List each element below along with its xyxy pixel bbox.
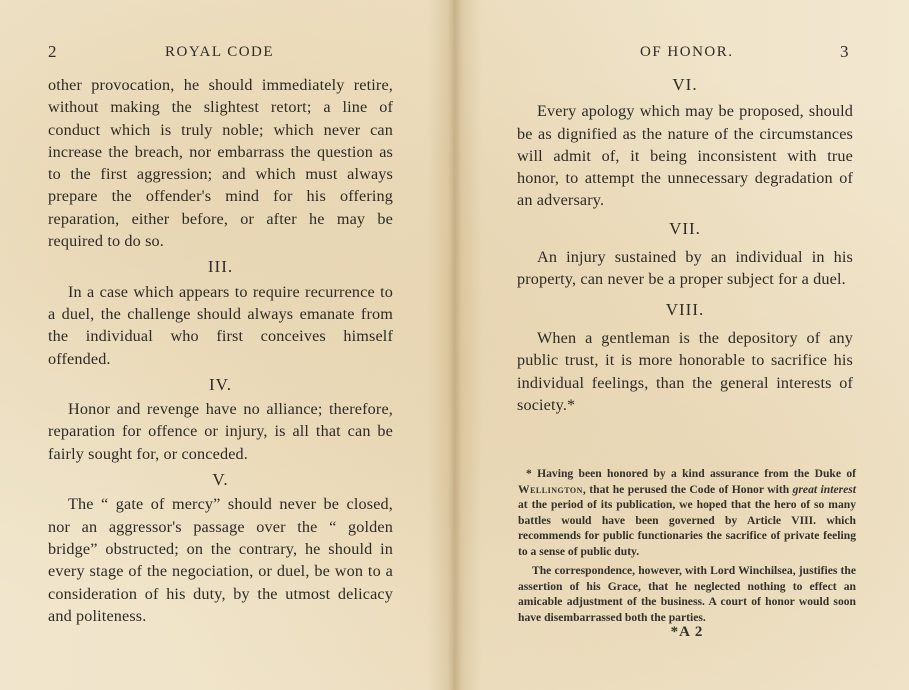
footnote-paragraph: The correspondence, however, with Lord Winchilsea, justifies the assertion of his Grace, that he neglected nothing to effect an amicable adjustment of the business. A court of honor would soon have disembarrassed both the parties. bbox=[518, 564, 856, 624]
article-paragraph: The “ gate of mercy” should never be closed, nor an aggressor's passage over the “ golden bridge” obstructed; on the contrary, he should in every stage of the negociation, or duel, be won to a consideration of his duty, by the utmost delicacy and politeness. bbox=[48, 495, 393, 625]
right-body bbox=[517, 74, 853, 416]
continuation-paragraph: other provocation, he should immediately retire, without making the slightest retort; a line of conduct which is truly noble; which never can increase the breach, nor embarrass the question as to the first aggression; and which must always prepare the offender's mind for his offering reparation, either before, or after he may be required to do so. bbox=[48, 76, 393, 251]
footnote-text: at the period of its publication, we hoped that the hero of so many battles would have been governed by Article VIII. which recommends for public functionaries the sacrifice of private feeling to a sense of public duty. bbox=[518, 498, 856, 558]
footnote-text: , that he perused the Code of Honor with bbox=[582, 482, 790, 496]
article-paragraph: An injury sustained by an individual in his property, can never be a proper subject for a duel. bbox=[517, 248, 853, 289]
left-page bbox=[0, 0, 450, 690]
article-numeral: V. bbox=[212, 470, 229, 490]
article-numeral: IV. bbox=[209, 374, 232, 394]
article-paragraph: When a gentleman is the depository of any public trust, it is more honorable to sacrifice his individual feelings, than the general interests of society.* bbox=[517, 328, 853, 414]
running-head: ROYAL CODE bbox=[165, 44, 275, 60]
footnote-emphasis: great interest bbox=[792, 482, 856, 496]
article-numeral: III. bbox=[207, 257, 234, 277]
duke-name: Wellington bbox=[518, 482, 583, 496]
article-numeral: VII. bbox=[669, 218, 701, 238]
running-head: OF HONOR. bbox=[640, 44, 734, 60]
footnote-lead: * Having been honored by a kind assurance from the Duke of bbox=[526, 467, 856, 480]
right-page bbox=[460, 0, 909, 690]
footnote-paragraph bbox=[518, 466, 856, 559]
article-numeral: VIII. bbox=[665, 299, 705, 319]
page-number: 2 bbox=[48, 42, 57, 61]
article-paragraph: Honor and revenge have no alliance; therefore, reparation for offence or injury, is all that can be fairly sought for, or conceded. bbox=[48, 400, 393, 463]
page-number: 3 bbox=[840, 42, 849, 61]
signature-mark: *A 2 bbox=[670, 624, 704, 640]
article-paragraph: In a case which appears to require recurrence to a duel, the challenge should always emanate from the individual who first conceives himself offended. bbox=[48, 282, 393, 368]
footnote bbox=[518, 466, 856, 641]
article-paragraph: Every apology which may be proposed, should be as dignified as the nature of the circumstances will admit of, it being inconsistent with true honor, to attempt the unnecessary degradation of an adversary. bbox=[517, 102, 853, 210]
article-numeral: VI. bbox=[672, 75, 698, 94]
left-body bbox=[48, 74, 393, 627]
